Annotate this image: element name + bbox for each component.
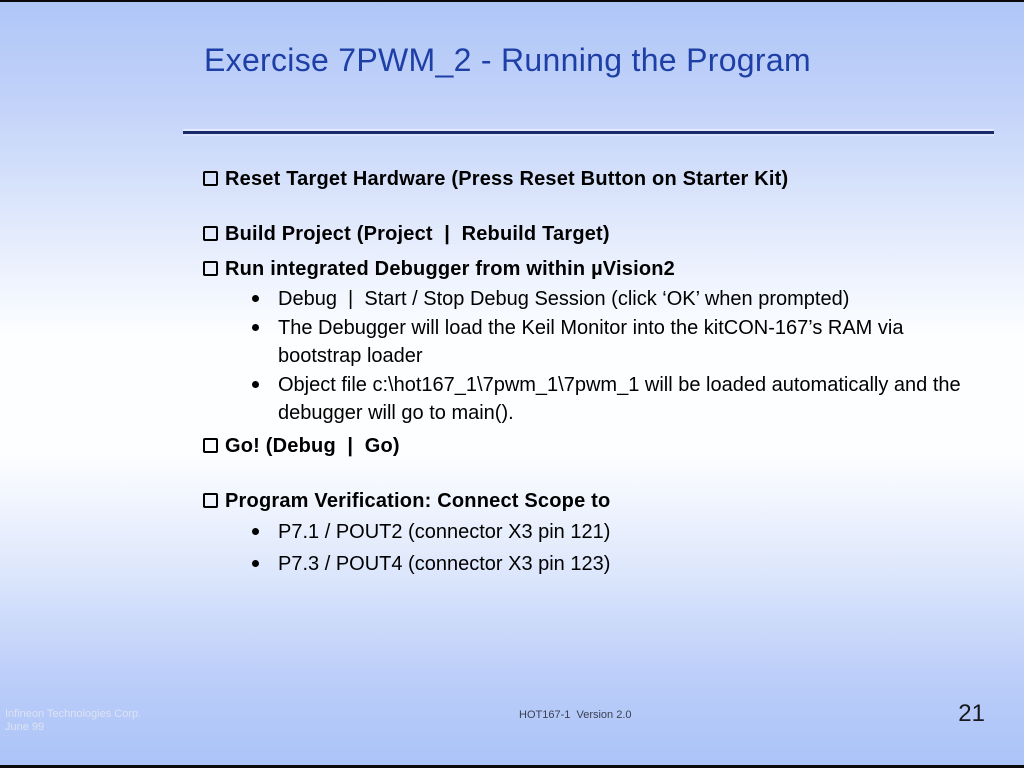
footer-company-block <box>5 708 141 734</box>
dot-bullet-icon <box>252 381 259 388</box>
screen-edge-top <box>0 0 1024 2</box>
checkbox-bullet-icon <box>203 493 218 508</box>
bullet-item <box>203 221 985 247</box>
bullet-text: Build Project (Project | Rebuild Target) <box>225 223 610 245</box>
title-underline <box>183 131 994 134</box>
checkbox-bullet-icon <box>203 438 218 453</box>
sub-bullet-text: P7.1 / POUT2 (connector X3 pin 121) <box>278 521 611 543</box>
dot-bullet-icon <box>252 324 259 331</box>
sub-bullet-text: Debug | Start / Stop Debug Session (click ‘OK’ when prompted) <box>278 288 850 310</box>
dot-bullet-icon <box>252 295 259 302</box>
sub-bullet-text: The Debugger will load the Keil Monitor into the kitCON-167’s RAM via bootstrap loader <box>278 317 910 367</box>
checkbox-bullet-icon <box>203 226 218 241</box>
sub-bullet-item <box>252 285 968 313</box>
sub-bullet-text: Object file c:\hot167_1\7pwm_1\7pwm_1 will be loaded automatically and the debugger will go to main(). <box>278 374 967 424</box>
page-number: 21 <box>958 700 985 727</box>
dot-bullet-icon <box>252 528 259 535</box>
sub-bullet-text: P7.3 / POUT4 (connector X3 pin 123) <box>278 553 611 575</box>
bullet-text: Run integrated Debugger from within µVision2 <box>225 258 675 280</box>
sub-bullet-item <box>252 550 968 578</box>
bullet-item <box>203 166 985 192</box>
checkbox-bullet-icon <box>203 261 218 276</box>
sub-bullet-item <box>252 314 968 370</box>
checkbox-bullet-icon <box>203 171 218 186</box>
sub-bullet-item <box>252 518 968 546</box>
slide-title: Exercise 7PWM_2 - Running the Program <box>204 42 811 78</box>
bullet-item <box>203 488 985 514</box>
bullet-text: Go! (Debug | Go) <box>225 435 400 457</box>
bullet-item <box>203 256 985 282</box>
footer-date: June 99 <box>5 721 45 733</box>
footer-company: Infineon Technologies Corp. <box>5 708 142 720</box>
sub-bullet-item <box>252 371 968 427</box>
bullet-text: Program Verification: Connect Scope to <box>225 490 611 512</box>
dot-bullet-icon <box>252 560 259 567</box>
bullet-item <box>203 433 985 459</box>
footer-doc-version: HOT167-1 Version 2.0 <box>519 709 632 721</box>
bullet-text: Reset Target Hardware (Press Reset Button on Starter Kit) <box>225 168 789 190</box>
